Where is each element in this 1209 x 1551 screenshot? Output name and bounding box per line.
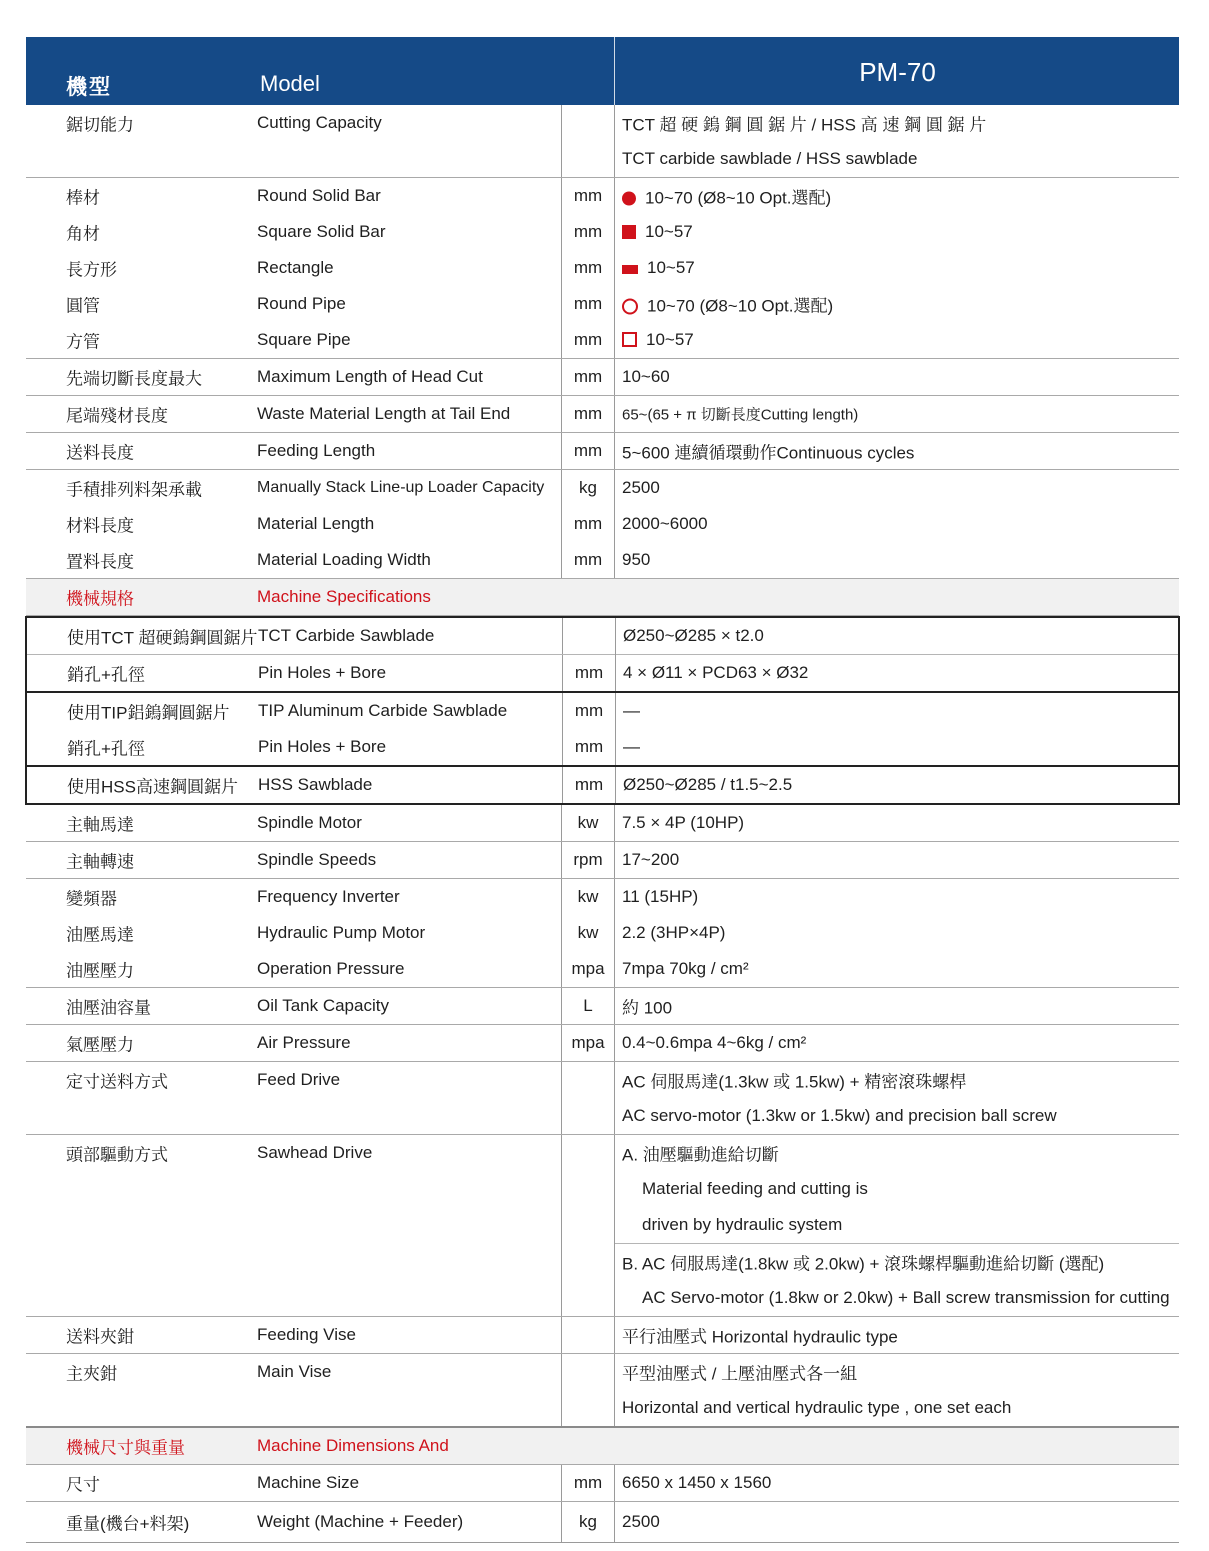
- unit: mpa: [571, 959, 605, 978]
- label-en: Sawhead Drive: [257, 1143, 373, 1162]
- label-en: Pin Holes + Bore: [258, 663, 387, 682]
- unit: mm: [573, 186, 603, 205]
- value: 7.5 × 4P (10HP): [622, 813, 745, 832]
- row-sawhead-drive: [26, 1135, 1179, 1317]
- unit: mm: [573, 367, 603, 386]
- label-en: Maximum Length of Head Cut: [257, 367, 483, 386]
- value: TCT 超 硬 鎢 鋼 圓 鋸 片 / HSS 高 速 鋼 圓 鋸 片: [622, 115, 987, 135]
- label-zh: 使用TIP鋁鎢鋼圓鋸片: [67, 703, 230, 723]
- label-zh: 送料夾鉗: [66, 1327, 134, 1347]
- unit: mm: [573, 222, 603, 241]
- value: Ø250~Ø285 × t2.0: [623, 626, 764, 645]
- value: 2500: [622, 478, 660, 497]
- label-en: Cutting Capacity: [257, 113, 382, 132]
- value: 10~70 (Ø8~10 Opt.選配): [647, 296, 834, 316]
- header-divider: [614, 37, 615, 105]
- label-zh: 手積排列料架承載: [66, 480, 202, 500]
- hollow-circle-icon: [622, 298, 638, 314]
- row-hydraulic-pump-motor: [26, 915, 1179, 951]
- value-en: AC servo-motor (1.3kw or 1.5kw) and precision ball screw: [622, 1106, 1057, 1125]
- unit: mm: [573, 514, 603, 533]
- value: 10~70 (Ø8~10 Opt.選配): [645, 188, 832, 208]
- label-en: Waste Material Length at Tail End: [257, 404, 511, 423]
- label-zh: 尺寸: [66, 1475, 100, 1495]
- value: 2.2 (3HP×4P): [622, 923, 726, 942]
- label-en: Feed Drive: [257, 1070, 341, 1089]
- label-zh: 棒材: [66, 188, 100, 208]
- header-model-en: Model: [260, 71, 320, 96]
- label-en: Spindle Motor: [257, 813, 362, 832]
- hollow-square-icon: [622, 332, 637, 347]
- unit: mpa: [571, 1033, 605, 1052]
- unit: mm: [573, 1473, 603, 1492]
- value: —: [623, 701, 640, 720]
- header-model-zh: 機型: [66, 76, 112, 99]
- label-zh: 銷孔+孔徑: [67, 739, 145, 759]
- label-zh: 鋸切能力: [66, 115, 134, 135]
- value: 5~600 連續循環動作Continuous cycles: [622, 443, 915, 463]
- row-feed-drive: [26, 1062, 1179, 1135]
- label-en: Manually Stack Line-up Loader Capacity: [257, 479, 545, 496]
- row-tip-pin-holes: [27, 729, 1178, 765]
- row-oil-tank: [26, 988, 1179, 1025]
- row-square-solid-bar: [26, 214, 1179, 250]
- filled-circle-icon: [622, 191, 636, 205]
- label-en: Round Pipe: [257, 294, 346, 313]
- label-zh: 長方形: [66, 260, 117, 280]
- section-title-en: Machine Dimensions And: [257, 1436, 449, 1455]
- row-frequency-inverter: [26, 879, 1179, 915]
- unit: mm: [574, 775, 604, 794]
- label-zh: 先端切斷長度最大: [66, 369, 202, 389]
- option-a-title: A. 油壓驅動進給切斷: [622, 1145, 779, 1165]
- value: 950: [622, 550, 651, 569]
- row-hss-sawblade: [25, 767, 1180, 805]
- unit: kw: [577, 813, 599, 832]
- label-zh: 方管: [66, 332, 100, 352]
- row-tct-pin-holes: [27, 655, 1178, 691]
- row-spindle-motor: [26, 805, 1179, 842]
- row-round-pipe: [26, 286, 1179, 322]
- row-square-pipe: [26, 322, 1179, 358]
- spec-table: [26, 37, 1179, 1543]
- label-en: Square Solid Bar: [257, 222, 386, 241]
- label-en: Pin Holes + Bore: [258, 737, 387, 756]
- label-en: Feeding Length: [257, 441, 376, 460]
- label-zh: 尾端殘材長度: [66, 406, 168, 426]
- value: 10~57: [645, 222, 693, 241]
- row-loading-width: [26, 542, 1179, 578]
- label-en: Oil Tank Capacity: [257, 996, 389, 1015]
- unit: mm: [573, 294, 603, 313]
- value-en: TCT carbide sawblade / HSS sawblade: [622, 149, 918, 168]
- label-en: Material Loading Width: [257, 550, 431, 569]
- value: 10~57: [647, 258, 695, 277]
- label-en: Feeding Vise: [257, 1325, 356, 1344]
- label-zh: 主軸轉速: [66, 852, 134, 872]
- option-b-title: B. AC 伺服馬達(1.8kw 或 2.0kw) + 滾珠螺桿驅動進給切斷 (選配): [622, 1254, 1105, 1274]
- row-machine-size: [26, 1465, 1179, 1502]
- label-zh: 置料長度: [66, 552, 134, 572]
- unit: kg: [579, 478, 597, 497]
- row-tct-sawblade: [27, 618, 1178, 655]
- unit: mm: [573, 258, 603, 277]
- value: 10~57: [646, 330, 694, 349]
- value: 10~60: [622, 367, 670, 386]
- value: 17~200: [622, 850, 680, 869]
- row-tip-sawblade: [27, 693, 1178, 729]
- unit: mm: [573, 441, 603, 460]
- row-weight: [26, 1502, 1179, 1543]
- unit: mm: [574, 663, 604, 682]
- label-en: Machine Size: [257, 1473, 360, 1492]
- row-cutting-capacity: [26, 105, 1179, 178]
- label-zh: 重量(機台+料架): [66, 1514, 190, 1534]
- table-header: [26, 37, 1179, 105]
- value: 4 × Ø11 × PCD63 × Ø32: [623, 663, 809, 682]
- row-group-tct-sawblade: [25, 616, 1180, 693]
- unit: mm: [574, 701, 604, 720]
- label-zh: 材料長度: [66, 516, 134, 536]
- label-zh: 定寸送料方式: [66, 1072, 168, 1092]
- row-group-shapes: [26, 178, 1179, 359]
- section-title-zh: 機械規格: [66, 589, 134, 609]
- label-zh: 油壓壓力: [66, 961, 134, 981]
- unit: mm: [573, 550, 603, 569]
- value: 約 100: [622, 998, 673, 1018]
- row-air-pressure: [26, 1025, 1179, 1062]
- section-title-zh: 機械尺寸與重量: [66, 1438, 185, 1458]
- value: 平行油壓式 Horizontal hydraulic type: [622, 1327, 898, 1347]
- label-zh: 送料長度: [66, 443, 134, 463]
- label-zh: 油壓馬達: [66, 925, 134, 945]
- unit: mm: [574, 737, 604, 756]
- value: —: [623, 737, 640, 756]
- row-tail-end: [26, 396, 1179, 433]
- label-zh: 頭部驅動方式: [66, 1145, 168, 1165]
- unit: mm: [573, 404, 603, 423]
- label-en: TCT Carbide Sawblade: [258, 626, 435, 645]
- filled-rectangle-icon: [622, 265, 638, 274]
- option-a-desc: Material feeding and cutting is: [642, 1179, 868, 1198]
- label-zh: 使用TCT 超硬鎢鋼圓鋸片: [67, 628, 258, 648]
- label-en: HSS Sawblade: [258, 775, 373, 794]
- unit: kg: [579, 1512, 597, 1531]
- filled-square-icon: [622, 225, 636, 239]
- model-name: PM-70: [859, 57, 936, 87]
- label-en: Air Pressure: [257, 1033, 351, 1052]
- label-zh: 銷孔+孔徑: [67, 665, 145, 685]
- row-feeding-length: [26, 433, 1179, 470]
- row-group-tip-sawblade: [25, 693, 1180, 767]
- label-en: Frequency Inverter: [257, 887, 400, 906]
- label-en: Main Vise: [257, 1362, 332, 1381]
- label-en: Material Length: [257, 514, 375, 533]
- row-operation-pressure: [26, 951, 1179, 987]
- value: 6650 x 1450 x 1560: [622, 1473, 772, 1492]
- option-a-desc-cont: driven by hydraulic system: [642, 1215, 843, 1234]
- row-loader-capacity: [26, 470, 1179, 506]
- unit: kw: [577, 887, 599, 906]
- row-feeding-vise: [26, 1317, 1179, 1354]
- row-main-vise: [26, 1354, 1179, 1428]
- value-en: Horizontal and vertical hydraulic type , one set each: [622, 1398, 1012, 1417]
- label-zh: 使用HSS高速鋼圓鋸片: [67, 777, 238, 797]
- value: 7mpa 70kg / cm²: [622, 959, 749, 978]
- label-zh: 圓管: [66, 296, 100, 316]
- label-en: Rectangle: [257, 258, 334, 277]
- label-zh: 變頻器: [66, 889, 117, 909]
- label-en: TIP Aluminum Carbide Sawblade: [258, 701, 508, 720]
- label-zh: 主軸馬達: [66, 815, 134, 835]
- label-en: Spindle Speeds: [257, 850, 377, 869]
- section-title-en: Machine Specifications: [257, 587, 431, 606]
- unit: rpm: [573, 850, 603, 869]
- label-en: Round Solid Bar: [257, 186, 381, 205]
- unit: mm: [573, 330, 603, 349]
- section-machine-dimensions: [26, 1428, 1179, 1465]
- value: Ø250~Ø285 / t1.5~2.5: [623, 775, 793, 794]
- value: 11 (15HP): [622, 887, 699, 906]
- row-round-solid-bar: [26, 178, 1179, 214]
- section-machine-specifications: [26, 579, 1179, 616]
- label-en: Operation Pressure: [257, 959, 405, 978]
- row-head-cut: [26, 359, 1179, 396]
- label-zh: 油壓油容量: [66, 998, 151, 1018]
- value: AC 伺服馬達(1.3kw 或 1.5kw) + 精密滾珠螺桿: [622, 1072, 967, 1092]
- unit: L: [583, 996, 593, 1015]
- row-group-loader: [26, 470, 1179, 579]
- unit: kw: [577, 923, 599, 942]
- row-material-length: [26, 506, 1179, 542]
- label-zh: 角材: [66, 224, 100, 244]
- row-group-hydraulic: [26, 879, 1179, 988]
- value: 2000~6000: [622, 514, 708, 533]
- label-en: Hydraulic Pump Motor: [257, 923, 426, 942]
- label-en: Square Pipe: [257, 330, 351, 349]
- label-zh: 氣壓壓力: [66, 1035, 134, 1055]
- value: 0.4~0.6mpa 4~6kg / cm²: [622, 1033, 807, 1052]
- value: 2500: [622, 1512, 660, 1531]
- option-b-desc: AC Servo-motor (1.8kw or 2.0kw) + Ball screw transmission for cutting: [642, 1288, 1170, 1307]
- row-spindle-speeds: [26, 842, 1179, 879]
- value: 平型油壓式 / 上壓油壓式各一組: [622, 1364, 858, 1384]
- value: 65~(65 + π 切斷長度Cutting length): [622, 406, 859, 424]
- label-en: Weight (Machine + Feeder): [257, 1512, 464, 1531]
- row-rectangle: [26, 250, 1179, 286]
- label-zh: 主夾鉗: [66, 1364, 117, 1384]
